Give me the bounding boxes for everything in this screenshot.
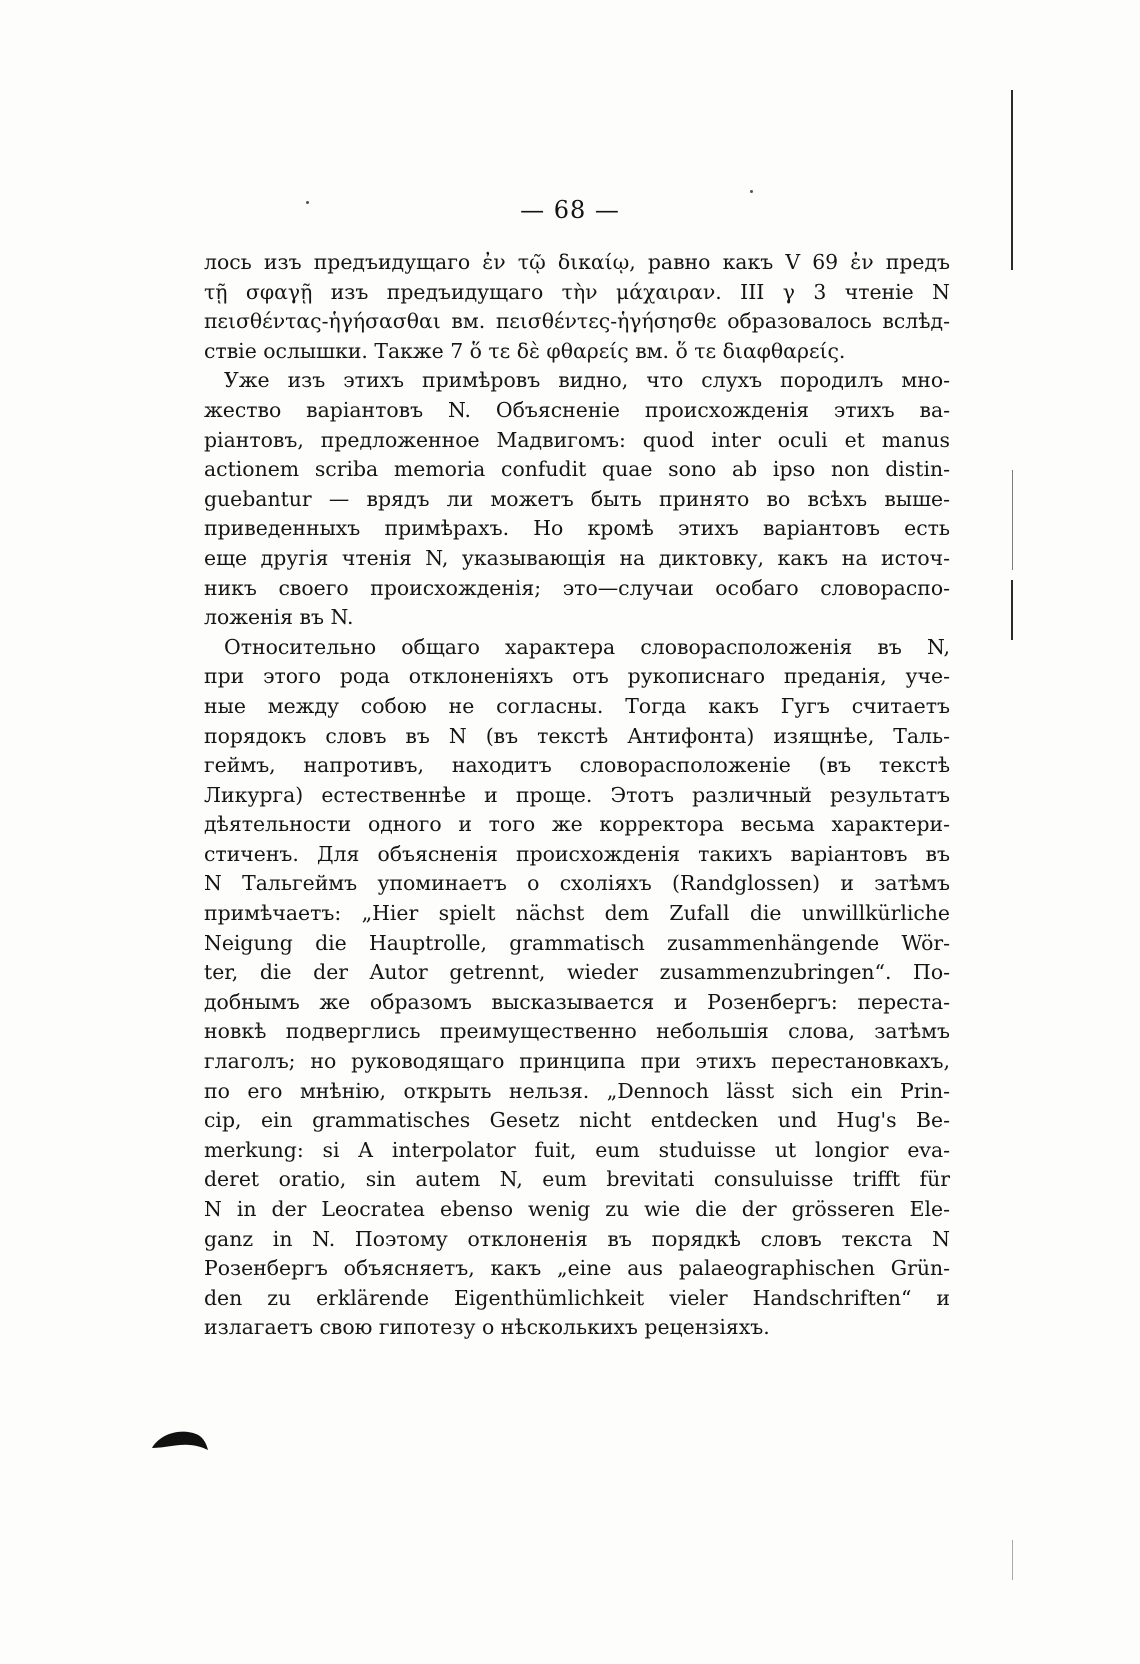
text-line: приведенныхъ примѣрахъ. Но кромѣ этихъ варіантовъ есть [204,516,950,541]
text-line: Ликурга) естественнѣе и проще. Этотъ различный результатъ [204,782,950,807]
text-line: N Тальгеймъ упоминаетъ о схоліяхъ (Randglossen) и затѣмъ [204,871,950,896]
paragraph-3 [204,633,950,1343]
text-line: N in der Leocratea ebenso wenig zu wie die der grösseren Ele- [204,1197,950,1221]
text-line: τῇ σφαγῇ изъ предъидущаго τὴν μάχαιραν. III γ 3 чтеніе N [204,279,950,304]
ink-blot-icon [150,1424,210,1454]
page-edge-shadow [1011,90,1013,270]
text-line: den zu erklärende Eigenthümlichkeit vieler Handschriften“ и [204,1285,950,1310]
text-line: ложенія въ N. [204,605,354,630]
text-line: жество варіантовъ N. Объясненіе происхожденія этихъ ва- [204,397,950,422]
page-edge-shadow [1012,1540,1013,1580]
text-line: cip, ein grammatisches Gesetz nicht entdecken und Hug's Be- [204,1108,950,1133]
text-line: добнымъ же образомъ высказывается и Розенбергъ: переста- [204,989,950,1014]
text-line: лось изъ предъидущаго ἐν τῷ δικαίῳ, равно какъ V 69 ἐν предъ [204,250,950,274]
ink-speck [750,190,753,193]
text-line: ganz in N. Поэтому отклоненія въ порядкѣ словъ текста N [204,1226,950,1251]
text-line: новкѣ подверглись преимущественно небольшія слова, затѣмъ [204,1019,950,1044]
text-line: стиченъ. Для объясненія происхожденія такихъ варіантовъ въ [204,841,950,866]
page-number: — 68 — [520,196,620,224]
text-line: Относительно общаго характера словорасположенія въ N, [224,634,950,659]
text-line: излагаетъ свою гипотезу о нѣсколькихъ рецензіяхъ. [204,1315,770,1340]
paragraph-2 [204,366,950,632]
text-line: πεισθέντας-ἡγήσασθαι вм. πεισθέντες-ἡγήσησθε образовалось вслѣд- [204,309,950,334]
text-line: при этого рода отклоненіяхъ отъ рукописнаго преданія, уче- [204,664,950,689]
text-line: глаголъ; но руководящаго принципа при этихъ перестановкахъ, [204,1049,950,1074]
text-line: еще другія чтенія N, указывающія на диктовку, какъ на источ- [204,545,950,570]
text-line: actionem scriba memoria confudit quae sono ab ipso non distin- [204,457,950,482]
body-text [204,248,950,1343]
text-line: deret oratio, sin autem N, eum brevitati consuluisse trifft für [204,1167,950,1192]
text-line: ствіе ослышки. Также 7 ὅ τε δὲ φθαρείς вм. ὅ τε διαφθαρείς. [204,338,846,363]
text-line: guebantur — врядъ ли можетъ быть принято во всѣхъ выше- [204,486,950,511]
paragraph-1 [204,248,950,366]
page-edge-shadow [1012,470,1013,570]
text-line: геймъ, напротивъ, находитъ словорасположеніе (въ текстѣ [204,753,950,778]
text-line: ные между собою не согласны. Тогда какъ Гугъ считаетъ [204,693,950,718]
text-line: никъ своего происхожденія; это—случаи особаго словораспо- [204,575,950,600]
text-line: порядокъ словъ въ N (въ текстѣ Антифонта) изящнѣе, Таль- [204,723,950,748]
text-line: Neigung die Hauptrolle, grammatisch zusammenhängende Wör- [204,930,950,955]
page-edge-shadow [1011,580,1013,640]
text-line: merkung: si A interpolator fuit, eum studuisse ut longior eva- [204,1137,950,1162]
text-line: Розенбергъ объясняетъ, какъ „eine aus palaeographischen Grün- [204,1256,950,1281]
text-line: ріантовъ, предложенное Мадвигомъ: quod inter oculi et manus [204,427,950,452]
text-line: примѣчаетъ: „Hier spielt nächst dem Zufall die unwillkürliche [204,901,950,926]
text-line: по его мнѣнію, открыть нельзя. „Dennoch lässt sich ein Prin- [204,1078,950,1103]
text-line: ter, die der Autor getrennt, wieder zusammenzubringen“. По- [204,960,950,985]
text-line: дѣятельности одного и того же корректора весьма характери- [204,812,950,837]
text-line: Уже изъ этихъ примѣровъ видно, что слухъ породилъ мно- [224,368,950,393]
